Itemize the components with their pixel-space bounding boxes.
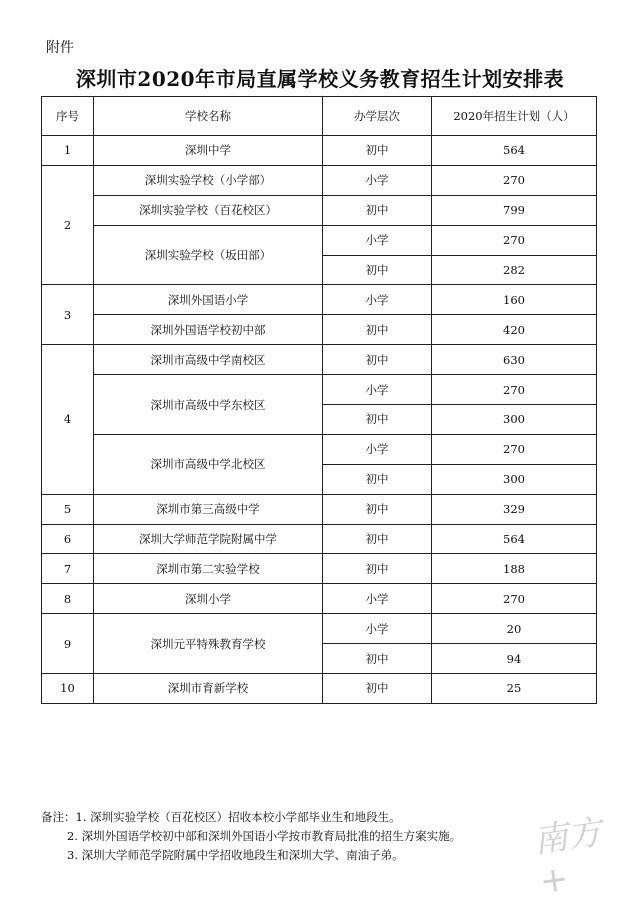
enrollment-plan-cell: 270: [432, 584, 597, 614]
header-school-name: 学校名称: [94, 97, 323, 136]
school-level-cell: 小学: [323, 285, 432, 315]
table-row: [42, 674, 597, 704]
school-name-cell: 深圳市高级中学东校区: [94, 375, 323, 435]
table-row: [42, 285, 597, 315]
notes-label: 备注：: [41, 810, 76, 824]
enrollment-plan-cell: 188: [432, 554, 597, 584]
school-level-cell: 初中: [323, 674, 432, 704]
table-row: [42, 345, 597, 375]
enrollment-plan-cell: 564: [432, 136, 597, 166]
school-level-cell: 小学: [323, 375, 432, 405]
enrollment-plan-cell: 25: [432, 674, 597, 704]
school-level-cell: 小学: [323, 165, 432, 195]
school-name-cell: 深圳中学: [94, 136, 323, 166]
enrollment-plan-table: [41, 96, 597, 704]
enrollment-plan-cell: 329: [432, 494, 597, 524]
serial-number-cell: 2: [42, 165, 94, 285]
note-item: 3. 深圳大学师范学院附属中学招收地段生和深圳大学、南油子弟。: [67, 848, 404, 862]
header-serial: 序号: [42, 97, 94, 136]
enrollment-plan-cell: 94: [432, 644, 597, 674]
school-name-cell: 深圳小学: [94, 584, 323, 614]
school-level-cell: 初中: [323, 554, 432, 584]
school-level-cell: 初中: [323, 464, 432, 494]
enrollment-plan-cell: 799: [432, 195, 597, 225]
table-row: [42, 315, 597, 345]
school-name-cell: 深圳实验学校（百花校区）: [94, 195, 323, 225]
school-level-cell: 初中: [323, 315, 432, 345]
enrollment-plan-cell: 300: [432, 464, 597, 494]
school-name-cell: 深圳市第三高级中学: [94, 494, 323, 524]
serial-number-cell: 7: [42, 554, 94, 584]
school-level-cell: 初中: [323, 524, 432, 554]
school-name-cell: 深圳市高级中学北校区: [94, 434, 323, 494]
school-level-cell: 小学: [323, 434, 432, 464]
enrollment-plan-cell: 20: [432, 614, 597, 644]
enrollment-plan-cell: 270: [432, 165, 597, 195]
table-row: [42, 225, 597, 255]
school-level-cell: 初中: [323, 136, 432, 166]
table-row: [42, 494, 597, 524]
table-row: [42, 614, 597, 644]
school-level-cell: 初中: [323, 405, 432, 435]
attachment-label: 附件: [46, 40, 74, 56]
school-name-cell: 深圳外国语学校初中部: [94, 315, 323, 345]
serial-number-cell: 6: [42, 524, 94, 554]
school-name-cell: 深圳市育新学校: [94, 674, 323, 704]
note-item: [41, 808, 461, 827]
serial-number-cell: 9: [42, 614, 94, 674]
table-row: [42, 584, 597, 614]
school-level-cell: 初中: [323, 644, 432, 674]
serial-number-cell: 10: [42, 674, 94, 704]
school-name-cell: 深圳外国语小学: [94, 285, 323, 315]
serial-number-cell: 1: [42, 136, 94, 166]
serial-number-cell: 4: [42, 345, 94, 494]
school-level-cell: 初中: [323, 195, 432, 225]
table-header-row: [42, 97, 597, 136]
table-row: [42, 434, 597, 464]
table-row: [42, 375, 597, 405]
serial-number-cell: 8: [42, 584, 94, 614]
enrollment-plan-cell: 160: [432, 285, 597, 315]
school-name-cell: 深圳市第二实验学校: [94, 554, 323, 584]
enrollment-plan-cell: 270: [432, 434, 597, 464]
table-row: [42, 136, 597, 166]
watermark-logo: 南方+: [531, 812, 605, 902]
school-name-cell: 深圳市高级中学南校区: [94, 345, 323, 375]
school-name-cell: 深圳实验学校（小学部）: [94, 165, 323, 195]
notes-section: [41, 808, 461, 865]
table-body: [42, 136, 597, 704]
school-level-cell: 初中: [323, 345, 432, 375]
header-level: 办学层次: [323, 97, 432, 136]
serial-number-cell: 5: [42, 494, 94, 524]
school-level-cell: 初中: [323, 494, 432, 524]
school-name-cell: 深圳实验学校（坂田部）: [94, 225, 323, 285]
enrollment-plan-cell: 270: [432, 375, 597, 405]
school-level-cell: 小学: [323, 584, 432, 614]
school-level-cell: 小学: [323, 614, 432, 644]
table-row: [42, 554, 597, 584]
enrollment-plan-cell: 564: [432, 524, 597, 554]
table-row: [42, 165, 597, 195]
school-name-cell: 深圳元平特殊教育学校: [94, 614, 323, 674]
document-title: 深圳市2020年市局直属学校义务教育招生计划安排表: [75, 67, 565, 91]
serial-number-cell: 3: [42, 285, 94, 345]
enrollment-plan-cell: 282: [432, 255, 597, 285]
school-name-cell: 深圳大学师范学院附属中学: [94, 524, 323, 554]
table-row: [42, 524, 597, 554]
note-item: 2. 深圳外国语学校初中部和深圳外国语小学按市教育局批准的招生方案实施。: [67, 829, 462, 843]
note-text: 1. 深圳实验学校（百花校区）招收本校小学部毕业生和地段生。: [75, 810, 401, 824]
enrollment-plan-cell: 300: [432, 405, 597, 435]
enrollment-plan-cell: 270: [432, 225, 597, 255]
school-level-cell: 初中: [323, 255, 432, 285]
enrollment-plan-cell: 630: [432, 345, 597, 375]
enrollment-plan-cell: 420: [432, 315, 597, 345]
school-level-cell: 小学: [323, 225, 432, 255]
header-plan: 2020年招生计划（人）: [432, 97, 597, 136]
table-row: [42, 195, 597, 225]
